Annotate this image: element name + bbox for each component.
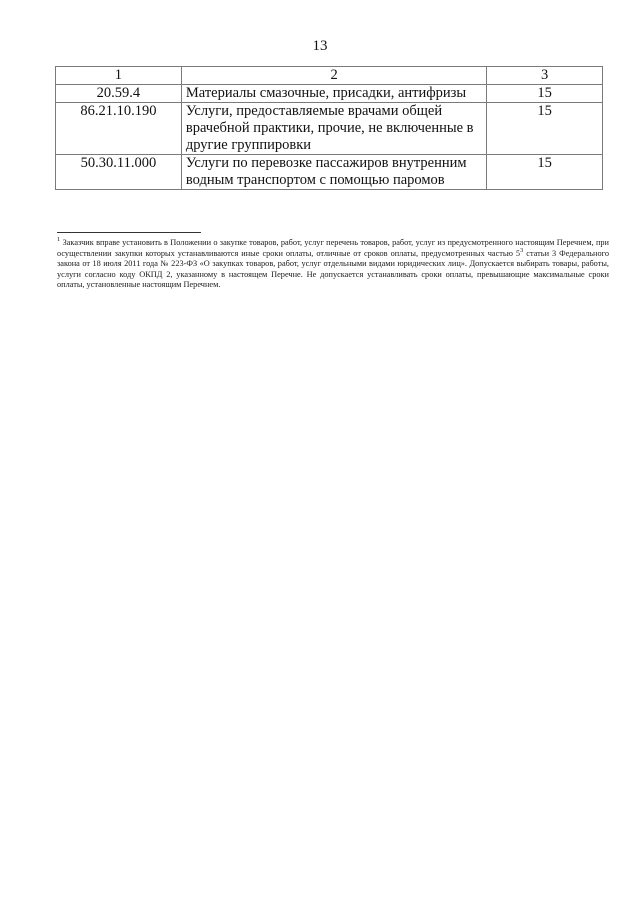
payment-days-cell: 15 <box>487 85 603 103</box>
footnote <box>57 238 609 291</box>
payment-days-cell: 15 <box>487 155 603 190</box>
footnote-text-part1: Заказчик вправе установить в Положении о закупке товаров, работ, услуг перечень товаров, работ, услуг из предусмотренного настоящим Перечнем, при осуществлении закупки которых устанавливаются иные сроки оплаты, отличные от сроков оплаты, предусмотренных частью 5 <box>57 238 609 258</box>
table-row <box>56 85 603 103</box>
description-cell: Услуги, предоставляемые врачами общей врачебной практики, прочие, не включенные в другие группировки <box>181 103 486 155</box>
description-cell: Материалы смазочные, присадки, антифризы <box>181 85 486 103</box>
table-row <box>56 103 603 155</box>
okpd-code-cell: 20.59.4 <box>56 85 182 103</box>
payment-days-cell: 15 <box>487 103 603 155</box>
column-header-2: 2 <box>181 67 486 85</box>
table-row <box>56 155 603 190</box>
okpd-code-cell: 86.21.10.190 <box>56 103 182 155</box>
okpd-code-cell: 50.30.11.000 <box>56 155 182 190</box>
column-header-1: 1 <box>56 67 182 85</box>
footnote-part-superscript: 3 <box>520 246 524 254</box>
page-number: 13 <box>312 38 328 54</box>
description-cell: Услуги по перевозке пассажиров внутренним водным транспортом с помощью паромов <box>181 155 486 190</box>
table-header-row <box>56 67 603 85</box>
okpd-payment-terms-table <box>55 66 603 190</box>
footnote-text-part2: статьи 3 Федерального закона от 18 июля 2011 года № 223-ФЗ «О закупках товаров, работ, услуг отдельными видами юридических лиц». Допускается выбирать товары, работы, услуги согласно коду ОКПД 2, указанному в настоящем Перечне. Не допускается устанавливать сроки оплаты, превышающие максимальные сроки оплаты, установленные настоящим Перечнем. <box>57 248 609 290</box>
column-header-3: 3 <box>487 67 603 85</box>
footnote-separator <box>57 232 201 233</box>
footnote-marker: 1 <box>57 236 61 244</box>
